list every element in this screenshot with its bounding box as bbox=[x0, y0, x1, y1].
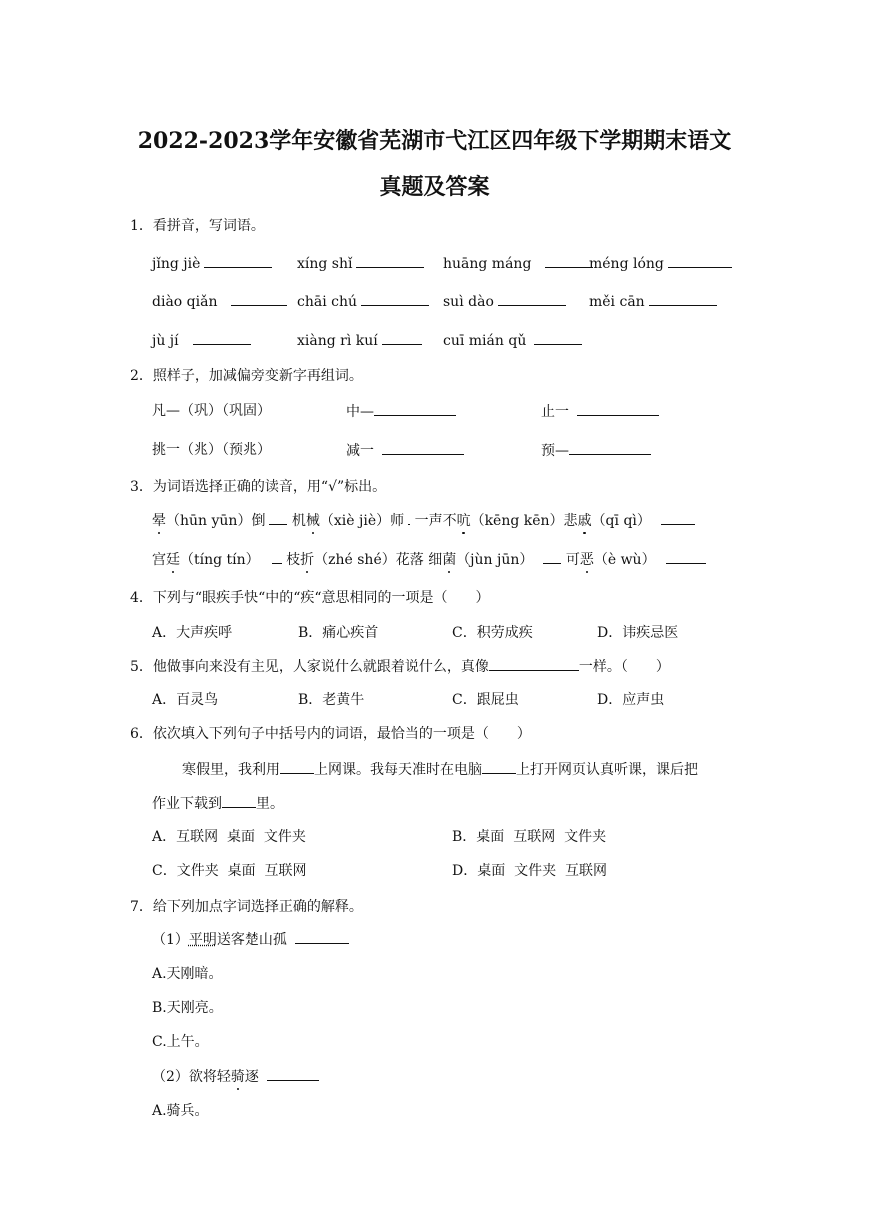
q1-pinyin-9: jù jí bbox=[152, 330, 251, 351]
q3-row-2: 宫廷（tíng tín） 枝折（zhé shé）花落 细菌（jùn jūn） 可恶（è wù） bbox=[152, 549, 706, 570]
q7-sub-1-option-b[interactable]: B.天刚亮。 bbox=[152, 1000, 223, 1016]
q2-stem: 2．照样子，加减偏旁变新字再组词。 bbox=[130, 368, 363, 384]
q2-example-1: 凡—（巩）（巩固） bbox=[152, 403, 271, 419]
q1-pinyin-5: diào qiǎn bbox=[152, 291, 287, 312]
q4-option-c[interactable]: C．积劳成疾 bbox=[452, 625, 533, 641]
q1-pinyin-7: suì dào bbox=[443, 291, 566, 312]
q7-sub-1-option-c[interactable]: C.上午。 bbox=[152, 1034, 209, 1050]
q7-sub-2-option-a[interactable]: A.骑兵。 bbox=[152, 1103, 209, 1119]
q1-pinyin-10: xiàng rì kuí bbox=[297, 330, 422, 351]
q1-pinyin-11: cuī mián qǔ bbox=[443, 330, 582, 351]
q4-option-a[interactable]: A．大声疾呼 bbox=[152, 625, 233, 641]
answer-blank[interactable] bbox=[661, 510, 695, 525]
q1-pinyin-4: méng lóng bbox=[589, 253, 732, 274]
answer-blank[interactable] bbox=[668, 253, 732, 268]
q6-option-c[interactable]: C．文件夹 桌面 互联网 bbox=[152, 863, 307, 879]
answer-blank[interactable] bbox=[295, 929, 349, 944]
answer-blank[interactable] bbox=[280, 759, 314, 774]
q5-option-d[interactable]: D．应声虫 bbox=[597, 692, 665, 708]
answer-blank[interactable] bbox=[272, 549, 282, 564]
q3-row-1: 晕（hūn yūn）倒 机械（xiè jiè）师 一声不吭（kēng kēn）悲戚（qī qì） bbox=[152, 510, 695, 531]
q6-passage-line-1: 寒假里，我利用 上网课。我每天准时在电脑 上打开网页认真听课，课后把 bbox=[182, 759, 698, 780]
answer-blank[interactable] bbox=[204, 253, 272, 268]
answer-blank[interactable] bbox=[545, 253, 593, 268]
answer-blank[interactable] bbox=[193, 330, 251, 345]
answer-blank[interactable] bbox=[267, 1066, 319, 1081]
q6-passage-line-2: 作业下载到 里。 bbox=[152, 793, 284, 814]
q4-stem: 4．下列与“眼疾手快“中的“疾“意思相同的一项是（ ） bbox=[130, 590, 490, 606]
q1-pinyin-1: jǐng jiè bbox=[152, 253, 272, 274]
q3-stem: 3．为词语选择正确的读音，用“√”标出。 bbox=[130, 479, 387, 495]
answer-blank[interactable] bbox=[374, 401, 456, 416]
q5-stem: 5．他做事向来没有主见，人家说什么就跟着说什么，真像 一样。（ ） bbox=[130, 656, 670, 677]
q5-option-c[interactable]: C．跟屁虫 bbox=[452, 692, 519, 708]
q1-pinyin-8: měi cān bbox=[589, 291, 717, 312]
answer-blank[interactable] bbox=[231, 291, 287, 306]
q6-option-d[interactable]: D．桌面 文件夹 互联网 bbox=[452, 863, 608, 879]
answer-blank[interactable] bbox=[543, 549, 561, 564]
answer-blank[interactable] bbox=[498, 291, 566, 306]
answer-blank[interactable] bbox=[482, 759, 516, 774]
document-title-line1: 2022-2023学年安徽省芜湖市弋江区四年级下学期期末语文 bbox=[137, 128, 732, 154]
answer-blank[interactable] bbox=[361, 291, 429, 306]
q2-item-4: 预— bbox=[541, 440, 651, 461]
q2-item-1: 中— bbox=[346, 401, 456, 422]
q1-stem: 1．看拼音，写词语。 bbox=[130, 218, 265, 234]
q5-option-a[interactable]: A．百灵鸟 bbox=[152, 692, 219, 708]
q1-pinyin-2: xíng shǐ bbox=[297, 253, 424, 274]
q1-pinyin-3: huāng máng bbox=[443, 253, 593, 274]
answer-blank[interactable] bbox=[534, 330, 582, 345]
q5-option-b[interactable]: B．老黄牛 bbox=[298, 692, 365, 708]
q4-option-d[interactable]: D．讳疾忌医 bbox=[597, 625, 679, 641]
q7-sub-1: （1）平明送客楚山孤 bbox=[152, 929, 349, 950]
answer-blank[interactable] bbox=[269, 510, 287, 525]
q7-sub-2: （2）欲将轻骑逐 bbox=[152, 1066, 319, 1087]
q1-pinyin-6: chāi chú bbox=[297, 291, 429, 312]
q6-stem: 6．依次填入下列句子中括号内的词语，最恰当的一项是（ ） bbox=[130, 726, 531, 742]
q7-stem: 7．给下列加点字词选择正确的解释。 bbox=[130, 899, 363, 915]
answer-blank[interactable] bbox=[577, 401, 659, 416]
q4-option-b[interactable]: B．痛心疾首 bbox=[298, 625, 379, 641]
q2-example-2: 挑一（兆）（预兆） bbox=[152, 442, 271, 458]
answer-blank[interactable] bbox=[356, 253, 424, 268]
q2-item-2: 止一 bbox=[541, 401, 659, 422]
q6-option-a[interactable]: A．互联网 桌面 文件夹 bbox=[152, 829, 306, 845]
q6-option-b[interactable]: B．桌面 互联网 文件夹 bbox=[452, 829, 607, 845]
answer-blank[interactable] bbox=[222, 793, 256, 808]
q7-sub-1-option-a[interactable]: A.天刚暗。 bbox=[152, 966, 223, 982]
answer-blank[interactable] bbox=[666, 549, 706, 564]
answer-blank[interactable] bbox=[569, 440, 651, 455]
answer-blank[interactable] bbox=[382, 440, 464, 455]
answer-blank[interactable] bbox=[649, 291, 717, 306]
answer-blank[interactable] bbox=[408, 510, 410, 525]
q2-item-3: 减一 bbox=[346, 440, 464, 461]
answer-blank[interactable] bbox=[489, 656, 579, 671]
answer-blank[interactable] bbox=[382, 330, 422, 345]
document-title-line2: 真题及答案 bbox=[379, 174, 490, 200]
